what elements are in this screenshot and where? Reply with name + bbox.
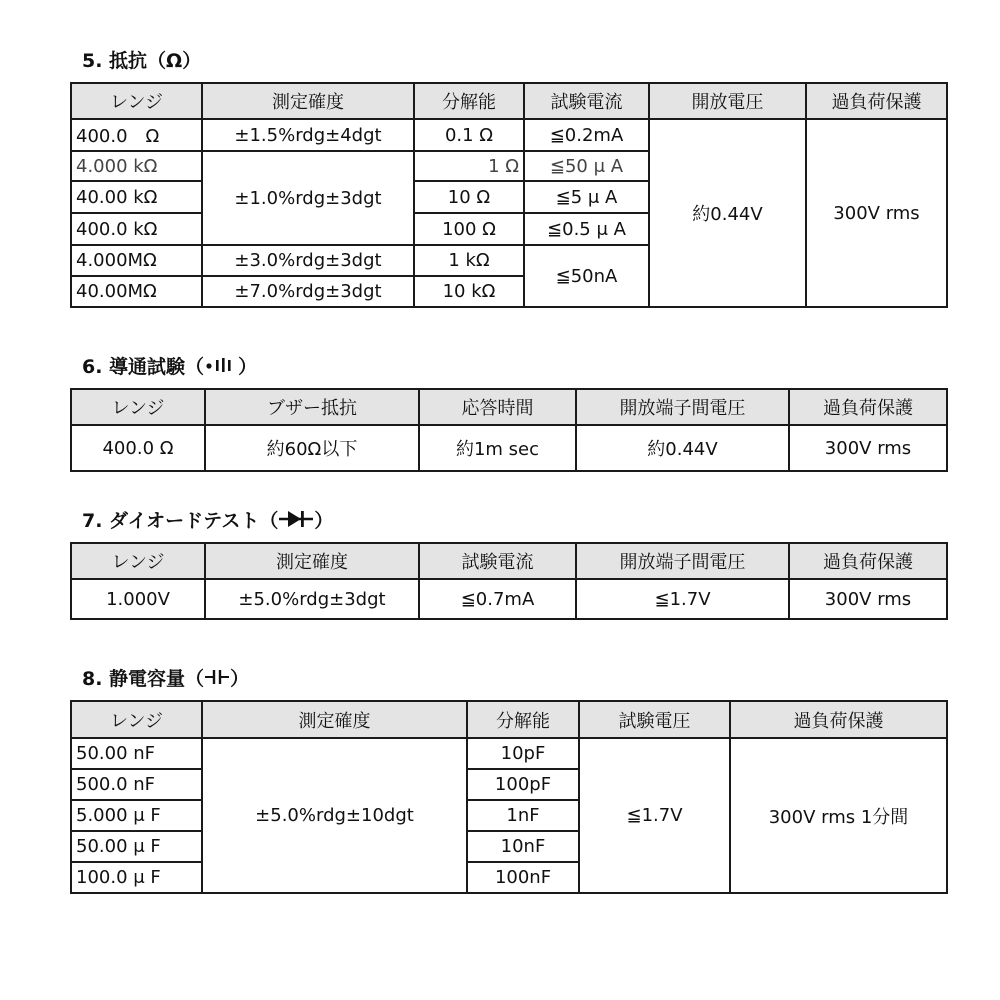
resolution-cell: 100nF (467, 862, 579, 893)
buzzer-resistance-cell: 約60Ω以下 (205, 425, 419, 471)
diode-table (70, 542, 948, 620)
range-cell: 5.000 μ F (71, 800, 202, 831)
resolution-cell: 10 Ω (414, 181, 524, 213)
range-cell: 4.000 kΩ (71, 151, 202, 181)
open-voltage-cell: ≦1.7V (576, 579, 789, 619)
open-voltage-cell: 約0.44V (576, 425, 789, 471)
header-buzzer-resistance: ブザー抵抗 (205, 389, 419, 425)
header-test-voltage: 試験電圧 (579, 701, 730, 738)
capacitance-table (70, 700, 948, 894)
header-range: レンジ (71, 543, 205, 579)
current-cell: ≦5 μ A (524, 181, 649, 213)
diode-icon (278, 509, 314, 534)
test-voltage-cell: ≦1.7V (579, 738, 730, 893)
range-cell: 4.000MΩ (71, 245, 202, 276)
header-test-current: 試験電流 (419, 543, 576, 579)
header-overload: 過負荷保護 (730, 701, 947, 738)
section-8-title-text: 8. 静電容量（ (82, 668, 205, 690)
section-7-title-close: ） (314, 510, 334, 532)
section-8-title (82, 664, 249, 692)
header-open-terminal-voltage: 開放端子間電圧 (576, 389, 789, 425)
range-cell: 400.0 Ω (71, 425, 205, 471)
overload-cell: 300V rms (789, 425, 947, 471)
section-5-title: 5. 抵抗（Ω） (82, 50, 202, 72)
overload-cell: 300V rms (806, 119, 947, 307)
overload-cell: 300V rms 1分間 (730, 738, 947, 893)
resolution-cell: 1 Ω (414, 151, 524, 181)
section-6-title (82, 352, 257, 380)
current-cell: ≦50 μ A (524, 151, 649, 181)
range-cell: 50.00 nF (71, 738, 202, 769)
header-range: レンジ (71, 701, 202, 738)
resolution-cell: 100 Ω (414, 213, 524, 245)
range-cell: 100.0 μ F (71, 862, 202, 893)
section-6-title-close: ） (238, 356, 258, 378)
header-open-terminal-voltage: 開放端子間電圧 (576, 543, 789, 579)
current-cell: ≦0.2mA (524, 119, 649, 151)
continuity-table (70, 388, 948, 472)
header-response-time: 応答時間 (419, 389, 576, 425)
header-test-current: 試験電流 (524, 83, 649, 119)
range-cell: 400.0 Ω (71, 119, 202, 151)
accuracy-cell: ±7.0%rdg±3dgt (202, 276, 414, 307)
header-accuracy: 測定確度 (202, 83, 414, 119)
capacitor-icon (204, 667, 230, 692)
resolution-cell: 10pF (467, 738, 579, 769)
header-accuracy: 測定確度 (202, 701, 467, 738)
section-7-title (82, 506, 333, 534)
current-cell: ≦50nA (524, 245, 649, 307)
range-cell: 40.00 kΩ (71, 181, 202, 213)
range-cell: 400.0 kΩ (71, 213, 202, 245)
current-cell: ≦0.5 μ A (524, 213, 649, 245)
resolution-cell: 0.1 Ω (414, 119, 524, 151)
test-current-cell: ≦0.7mA (419, 579, 576, 619)
range-cell: 40.00MΩ (71, 276, 202, 307)
accuracy-cell: ±1.0%rdg±3dgt (202, 151, 414, 245)
header-open-voltage: 開放電圧 (649, 83, 806, 119)
header-overload: 過負荷保護 (789, 543, 947, 579)
range-cell: 1.000V (71, 579, 205, 619)
header-overload: 過負荷保護 (789, 389, 947, 425)
section-8-title-close: ） (230, 668, 250, 690)
overload-cell: 300V rms (789, 579, 947, 619)
header-resolution: 分解能 (467, 701, 579, 738)
accuracy-cell: ±3.0%rdg±3dgt (202, 245, 414, 276)
header-range: レンジ (71, 83, 202, 119)
buzzer-icon (204, 355, 238, 380)
header-resolution: 分解能 (414, 83, 524, 119)
resolution-cell: 10nF (467, 831, 579, 862)
section-6-title-text: 6. 導通試験（ (82, 356, 205, 378)
open-voltage-cell: 約0.44V (649, 119, 806, 307)
accuracy-cell: ±5.0%rdg±10dgt (202, 738, 467, 893)
resolution-cell: 1nF (467, 800, 579, 831)
header-overload: 過負荷保護 (806, 83, 947, 119)
resolution-cell: 100pF (467, 769, 579, 800)
resolution-cell: 1 kΩ (414, 245, 524, 276)
resolution-cell: 10 kΩ (414, 276, 524, 307)
section-7-title-text: 7. ダイオードテスト（ (82, 510, 279, 532)
header-range: レンジ (71, 389, 205, 425)
range-cell: 500.0 nF (71, 769, 202, 800)
header-accuracy: 測定確度 (205, 543, 419, 579)
resistance-table (70, 82, 948, 308)
response-time-cell: 約1m sec (419, 425, 576, 471)
range-cell: 50.00 μ F (71, 831, 202, 862)
accuracy-cell: ±5.0%rdg±3dgt (205, 579, 419, 619)
accuracy-cell: ±1.5%rdg±4dgt (202, 119, 414, 151)
